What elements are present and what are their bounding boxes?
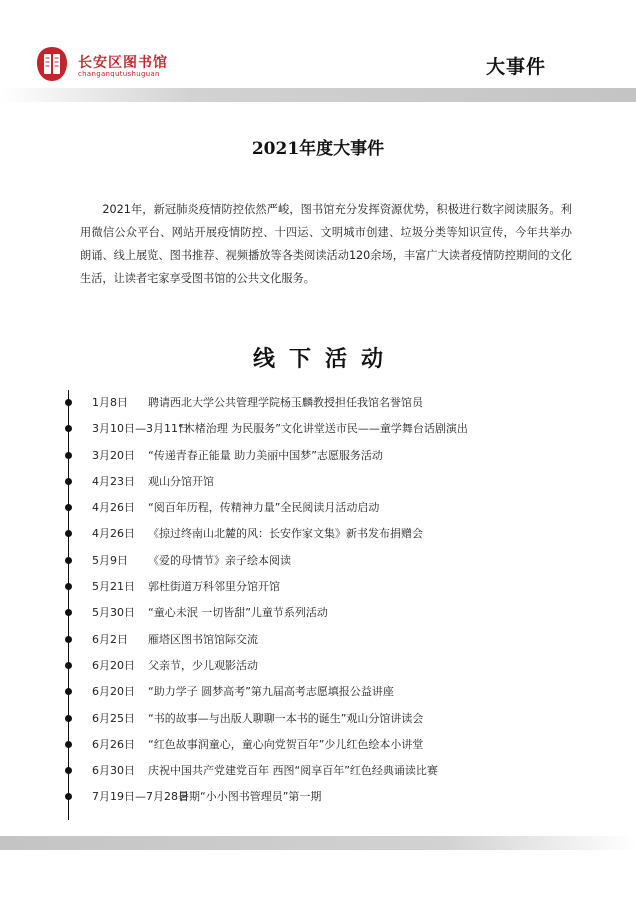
event-date: 6月2日 <box>92 632 128 646</box>
timeline-event <box>0 681 636 707</box>
event-description: “木楮治理 为民服务”文化讲堂送市民——童学舞台话剧演出 <box>178 422 468 436</box>
event-date: 6月20日 <box>92 685 135 699</box>
event-date: 1月8日 <box>92 396 128 409</box>
event-description: 暑期“小小图书管理员”第一期 <box>178 790 322 804</box>
timeline-dot-icon <box>65 452 72 459</box>
footer-divider-bar <box>0 836 636 850</box>
timeline-dot-icon <box>65 530 72 537</box>
event-description: 庆祝中国共产党建党百年 西图“阅享百年”红色经典诵读比赛 <box>148 764 438 778</box>
intro-paragraph: 2021年，新冠肺炎疫情防控依然严峻，图书馆充分发挥资源优势，积极进行数字阅读服务。利用微信公众平台、网站开展疫情防控、十四运、文明城市创建、垃圾分类等知识宣传，今年共举办朗诵、线上展览、图书推荐、视频播放等各类阅读活动120余场，丰富广大读者疫情防控期间的文化生活，让读者宅家享受图书馆的公共文化服务。 <box>80 203 572 285</box>
library-logo-icon <box>36 46 68 82</box>
timeline-event <box>0 734 636 760</box>
timeline-event <box>0 550 636 576</box>
event-description: “红色故事润童心，童心向党贺百年”少儿红色绘本小讲堂 <box>148 737 424 751</box>
event-date: 3月10日—3月11日 <box>92 422 189 436</box>
event-description: “助力学子 圆梦高考”第九届高考志愿填报公益讲座 <box>148 685 394 699</box>
section-title: 线下活动 <box>252 347 397 372</box>
timeline-dot-icon <box>65 688 72 695</box>
event-description: 聘请西北大学公共管理学院杨玉麟教授担任我馆名誉馆员 <box>148 396 423 409</box>
event-date: 6月30日 <box>92 764 135 778</box>
timeline-event <box>0 602 636 628</box>
timeline-dot-icon <box>65 504 72 511</box>
timeline-event <box>0 523 636 549</box>
event-description: 父亲节，少儿观影活动 <box>148 658 258 672</box>
timeline-event <box>0 497 636 523</box>
timeline-dot-icon <box>65 478 72 485</box>
event-date: 5月9日 <box>92 553 128 567</box>
timeline-dot-icon <box>65 609 72 616</box>
event-description: “传递青春正能量 助力美丽中国梦”志愿服务活动 <box>148 448 383 462</box>
event-description: “童心未泯 一切皆甜”儿童节系列活动 <box>148 606 328 620</box>
timeline-event <box>0 392 636 418</box>
event-date: 3月20日 <box>92 448 135 462</box>
timeline-dot-icon <box>65 767 72 774</box>
timeline-event <box>0 576 636 602</box>
timeline-dot-icon <box>65 793 72 800</box>
event-timeline <box>0 392 636 813</box>
timeline-dot-icon <box>65 715 72 722</box>
document-title: 2021年度大事件 <box>251 139 385 159</box>
event-date: 6月26日 <box>92 737 135 751</box>
event-description: 郭杜街道万科邻里分馆开馆 <box>148 580 280 594</box>
event-description: 《爱的母情节》亲子绘本阅读 <box>148 553 291 567</box>
timeline-event <box>0 629 636 655</box>
event-description: “阅百年历程，传精神力量”全民阅读月活动启动 <box>148 501 380 515</box>
brand-pinyin: changanqutushuguan <box>78 70 160 78</box>
timeline-event <box>0 418 636 444</box>
timeline-event <box>0 760 636 786</box>
timeline-dot-icon <box>65 662 72 669</box>
event-date: 6月25日 <box>92 711 135 725</box>
timeline-event <box>0 786 636 812</box>
event-description: 雁塔区图书馆馆际交流 <box>148 632 258 646</box>
timeline-event <box>0 471 636 497</box>
timeline-event <box>0 445 636 471</box>
timeline-dot-icon <box>65 583 72 590</box>
timeline-dot-icon <box>65 399 72 406</box>
brand-name: 长安区图书馆 <box>78 55 168 71</box>
timeline-dot-icon <box>65 557 72 564</box>
event-date: 5月30日 <box>92 606 135 620</box>
event-date: 6月20日 <box>92 658 135 672</box>
event-date: 4月23日 <box>92 474 135 488</box>
event-description: 观山分馆开馆 <box>148 474 214 488</box>
event-description: 《掠过终南山北麓的风：长安作家文集》新书发布捐赠会 <box>148 527 423 541</box>
page-header <box>0 0 636 100</box>
header-title: 大事件 <box>486 56 547 78</box>
event-description: “书的故事—与出版人聊聊一本书的诞生”观山分馆讲读会 <box>148 711 424 725</box>
header-divider-bar <box>0 88 636 102</box>
timeline-event <box>0 655 636 681</box>
event-date: 7月19日—7月28日 <box>92 790 189 804</box>
timeline-event <box>0 708 636 734</box>
timeline-dot-icon <box>65 741 72 748</box>
event-date: 4月26日 <box>92 527 135 541</box>
event-date: 4月26日 <box>92 501 135 515</box>
event-date: 5月21日 <box>92 580 135 594</box>
timeline-dot-icon <box>65 636 72 643</box>
timeline-dot-icon <box>65 425 72 432</box>
